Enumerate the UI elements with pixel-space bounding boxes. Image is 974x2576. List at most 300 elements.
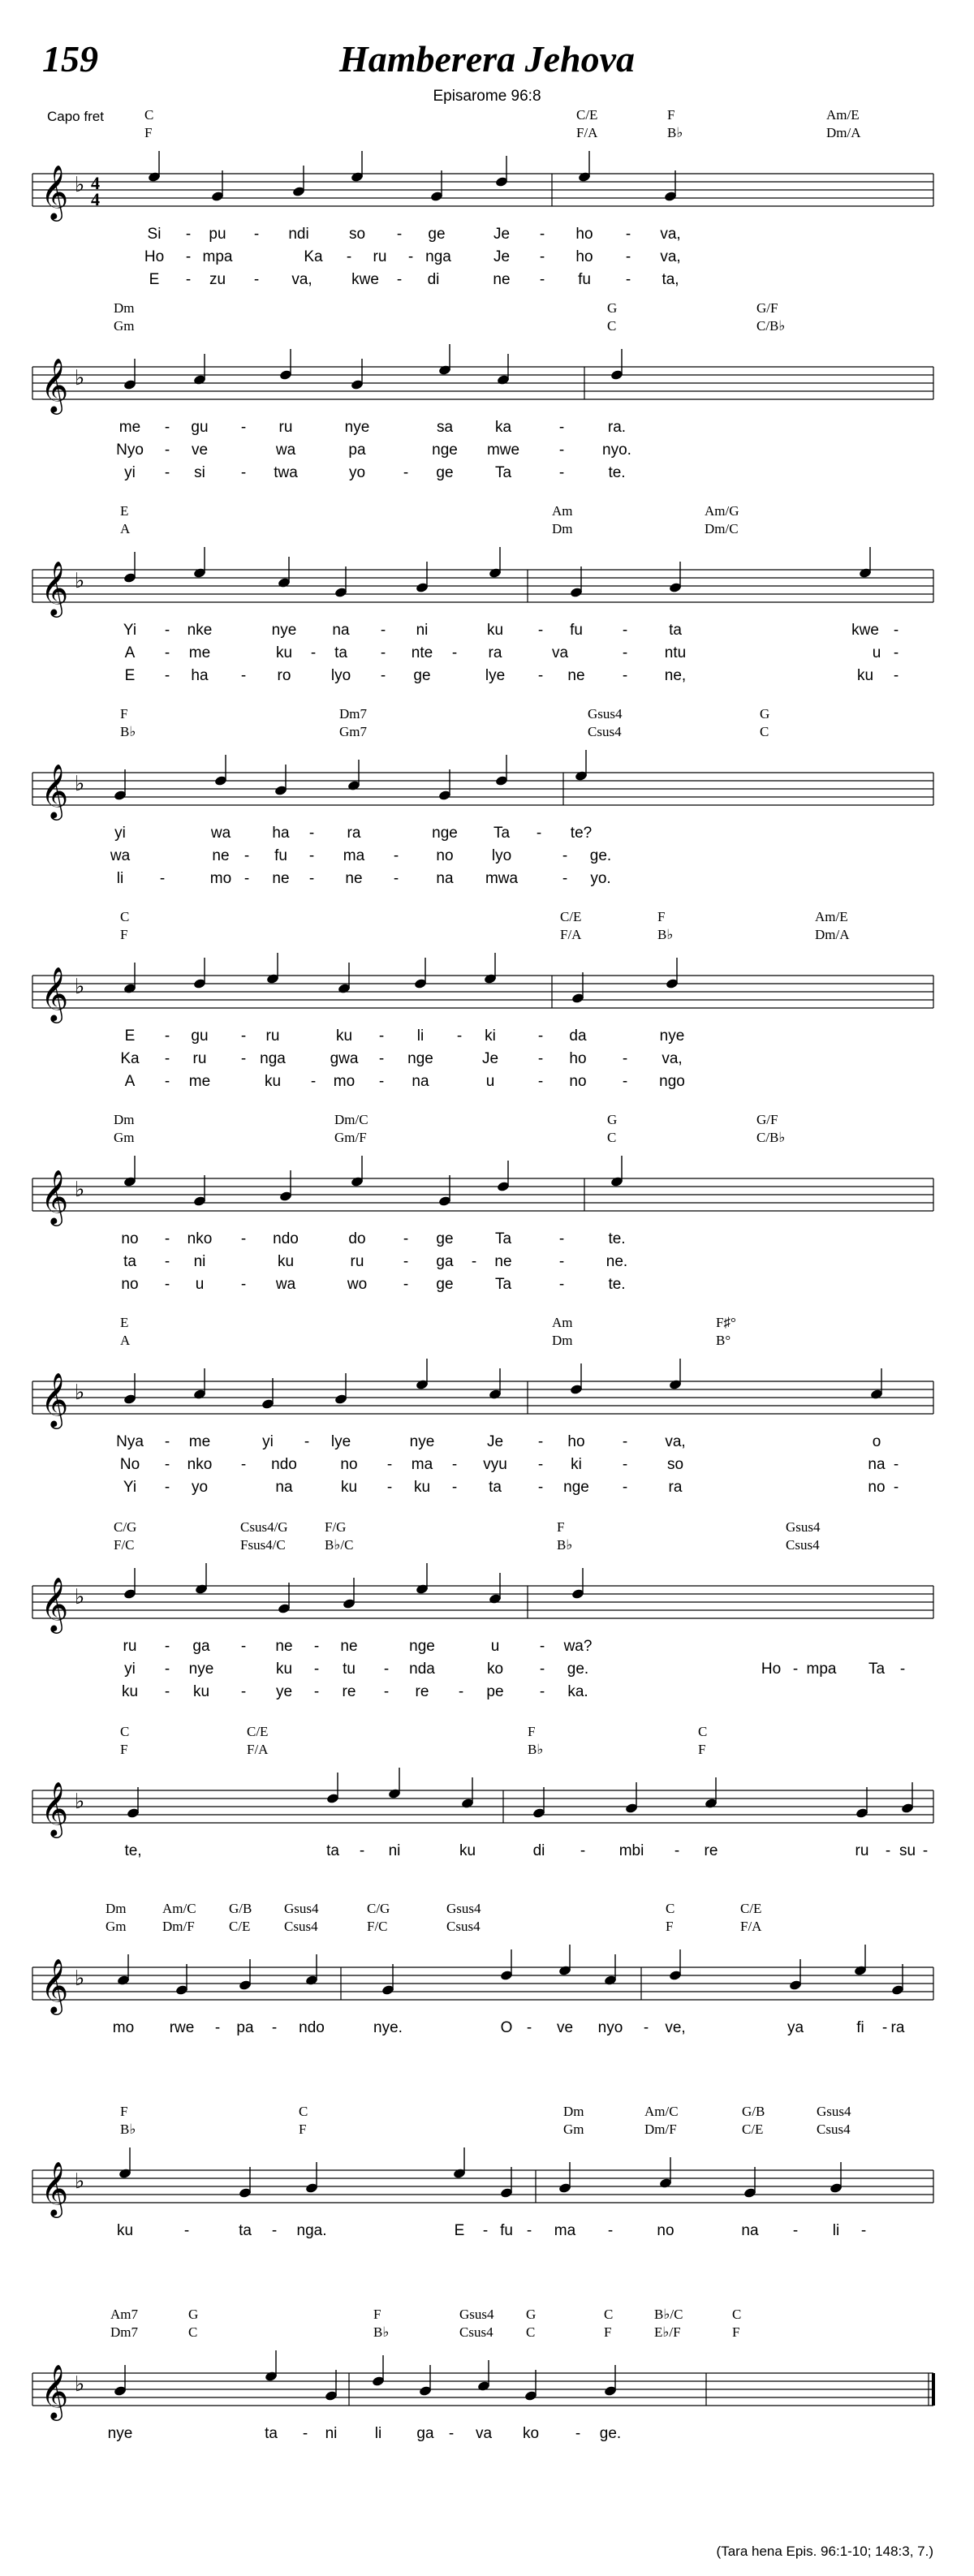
chord-symbol: G/B [229,1901,252,1916]
lyric-syllable: ra. [607,419,627,436]
syllable-hyphen: - [562,870,568,887]
lyric-syllable: ra [488,644,502,661]
syllable-hyphen: - [537,1456,544,1473]
lyric-syllable: ha [272,825,290,842]
lyric-syllable: na [412,1073,429,1090]
lyric-syllable: ndo [299,2019,325,2036]
lyric-syllable: E [124,1027,136,1045]
chord-symbol: Am [552,1315,573,1330]
syllable-hyphen: - [893,667,899,684]
lyric-syllable: twa [274,464,298,481]
lyric-syllable: ye [275,1683,293,1700]
syllable-hyphen: - [558,419,565,436]
chord-symbol: B♭ [120,724,136,739]
syllable-hyphen: - [526,2019,532,2036]
staff [0,756,974,870]
lyric-syllable: rwe [169,2019,195,2036]
lyric-syllable: ku [116,2222,134,2239]
chord-symbol: C/E [576,107,598,123]
lyric-syllable: ra [890,2019,905,2036]
syllable-hyphen: - [580,1842,586,1859]
syllable-hyphen: - [164,1230,170,1247]
lyric-syllable: mpa [806,1661,837,1678]
lyric-syllable: nge [409,1638,435,1655]
lyric-syllable: da [569,1027,587,1045]
lyric-syllable: yo [348,464,366,481]
syllable-hyphen: - [383,1661,390,1678]
lyric-syllable: nge [563,1479,589,1496]
lyric-syllable: kwe [351,271,379,288]
syllable-hyphen: - [164,1276,170,1293]
syllable-hyphen: - [558,1230,565,1247]
chord-symbol: C/E [740,1901,762,1916]
chord-symbol: B♭ [120,2122,136,2137]
syllable-hyphen: - [240,1456,247,1473]
syllable-hyphen: - [396,271,403,288]
lyric-syllable: li [116,870,124,887]
chord-symbol: F [120,1742,128,1757]
lyric-syllable: ne [340,1638,358,1655]
lyric-syllable: ta, [662,271,679,288]
syllable-hyphen: - [240,1027,247,1045]
lyric-syllable: E [124,667,136,684]
lyric-syllable: kwe [851,622,879,639]
syllable-hyphen: - [185,248,192,265]
syllable-hyphen: - [386,1479,393,1496]
lyric-syllable: ge [413,667,431,684]
lyric-syllable: ga [192,1638,210,1655]
syllable-hyphen: - [386,1456,393,1473]
lyric-syllable: ne [493,271,511,288]
lyric-syllable: ki [571,1456,582,1473]
lyric-syllable: ru [350,1253,364,1270]
chord-symbol: G [760,706,770,722]
chord-symbol: F [667,107,675,123]
lyric-syllable: ge [436,1230,454,1247]
syllable-hyphen: - [346,248,352,265]
lyric-syllable: ku [413,1479,431,1496]
lyric-syllable: ko [522,2425,540,2442]
lyric-syllable: ta [669,622,682,639]
flat-key-signature-icon: ♭ [75,569,85,593]
syllable-hyphen: - [240,1230,247,1247]
chord-symbol: Gm [114,1130,135,1145]
lyric-syllable: ka. [567,1683,588,1700]
chord-symbol: F [666,1919,674,1934]
syllable-hyphen: - [271,2222,278,2239]
lyric-syllable: na [275,1479,293,1496]
syllable-hyphen: - [575,2425,581,2442]
chord-symbol: Gsus4 [459,2307,494,2322]
lyric-syllable: ndo [273,1230,299,1247]
time-signature-icon: 4 [91,173,100,193]
syllable-hyphen: - [183,2222,190,2239]
syllable-hyphen: - [893,644,899,661]
lyric-syllable: mo [333,1073,356,1090]
chord-symbol: C [607,1130,617,1145]
lyric-syllable: ku [121,1683,139,1700]
lyric-syllable: te. [608,464,626,481]
lyric-syllable: wa? [563,1638,593,1655]
chord-symbol: C [698,1724,708,1739]
lyric-syllable: ni [416,622,429,639]
syllable-hyphen: - [893,622,899,639]
chord-symbol: G [526,2307,537,2322]
lyric-syllable: nye [271,622,297,639]
lyric-syllable: ni [325,2425,338,2442]
lyric-syllable: lye [485,667,506,684]
chord-symbol: C [732,2307,742,2322]
syllable-hyphen: - [622,644,628,661]
chord-symbol: Dm [114,1112,135,1127]
syllable-hyphen: - [380,622,386,639]
syllable-hyphen: - [448,2425,455,2442]
lyric-syllable: ne [494,1253,512,1270]
chord-symbol: C [188,2324,198,2340]
lyric-syllable: nye [107,2425,133,2442]
lyric-syllable: ra [668,1479,683,1496]
lyric-syllable: mo [112,2019,135,2036]
lyric-syllable: te? [570,825,593,842]
lyric-syllable: Je [486,1433,504,1450]
lyric-syllable: nyo. [602,442,631,459]
lyric-syllable: nge [432,442,458,459]
lyric-syllable: fi [856,2019,864,2036]
chord-symbol: G/F [756,1112,778,1127]
syllable-hyphen: - [625,271,631,288]
lyric-syllable: yi [114,825,126,842]
treble-clef-icon: 𝄞 [41,2160,69,2216]
lyric-syllable: nye [409,1433,435,1450]
syllable-hyphen: - [240,1683,247,1700]
syllable-hyphen: - [622,1456,628,1473]
syllable-hyphen: - [539,271,545,288]
lyric-syllable: ku [264,1073,282,1090]
lyric-syllable: pe [486,1683,504,1700]
chord-symbol: Dm/F [644,2122,677,2137]
song-number: 159 [42,38,98,80]
chord-symbol: C [120,1724,130,1739]
chord-symbol: B♭ [667,125,683,140]
lyric-syllable: ku [335,1027,353,1045]
treble-clef-icon: 𝄞 [41,164,69,219]
lyric-syllable: fu [578,271,591,288]
syllable-hyphen: - [537,1027,544,1045]
lyric-syllable: Ta [494,1276,512,1293]
syllable-hyphen: - [304,1433,310,1450]
lyric-syllable: mo [209,870,232,887]
chord-symbol: Am [552,503,573,519]
chord-symbol: Gm [114,318,135,334]
syllable-hyphen: - [537,1073,544,1090]
syllable-hyphen: - [308,847,315,864]
lyric-syllable: ha [191,667,209,684]
syllable-hyphen: - [407,248,414,265]
staff [0,1774,974,1888]
chord-symbol: Gm [106,1919,127,1934]
lyric-syllable: nko [187,1230,213,1247]
syllable-hyphen: - [244,870,250,887]
chord-symbol: Dm7 [339,706,367,722]
lyric-syllable: no [868,1479,886,1496]
lyric-syllable: re [415,1683,429,1700]
lyric-syllable: ho [575,248,593,265]
lyric-syllable: ve [191,442,209,459]
lyric-syllable: tu [343,1661,356,1678]
lyric-syllable: u [485,1073,495,1090]
capo-label: Capo fret [47,109,104,124]
chord-symbol: Dm/F [162,1919,195,1934]
syllable-hyphen: - [622,667,628,684]
chord-symbol: Csus4 [588,724,622,739]
lyric-syllable: ga [416,2425,434,2442]
syllable-hyphen: - [159,870,166,887]
lyric-syllable: mwa [485,870,519,887]
chord-symbol: F/A [247,1742,269,1757]
chord-symbol: C/E [742,2122,764,2137]
lyric-syllable: sa [436,419,454,436]
lyric-syllable: ra [347,825,361,842]
lyric-syllable: mwe [486,442,520,459]
lyric-syllable: nyo [597,2019,623,2036]
lyric-syllable: ne [275,1638,293,1655]
lyric-syllable: nga [260,1050,286,1067]
syllable-hyphen: - [164,464,170,481]
syllable-hyphen: - [537,1433,544,1450]
syllable-hyphen: - [537,622,544,639]
flat-key-signature-icon: ♭ [75,1178,85,1202]
syllable-hyphen: - [792,2222,799,2239]
lyric-syllable: ve, [665,2019,686,2036]
lyric-syllable: nye [659,1027,685,1045]
syllable-hyphen: - [458,1683,464,1700]
lyric-syllable: Si [147,226,162,243]
lyric-syllable: Ta [493,825,511,842]
flat-key-signature-icon: ♭ [75,366,85,390]
lyric-syllable: A [124,644,136,661]
chord-symbol: C/B♭ [756,1130,786,1145]
chord-symbol: C [144,107,154,123]
chord-symbol: Gm [563,2122,584,2137]
chord-symbol: F [557,1519,565,1535]
lyric-syllable: so [666,1456,684,1473]
lyric-syllable: ne [345,870,363,887]
scripture-reference: Episarome 96:8 [433,88,541,105]
staff [0,2357,974,2470]
lyric-syllable: no [436,847,454,864]
lyric-syllable: lyo [330,667,351,684]
chord-symbol: Fsus4/C [240,1537,286,1553]
lyric-syllable: pu [209,226,226,243]
lyric-syllable: ta [489,1479,502,1496]
chord-symbol: Gsus4 [446,1901,481,1916]
staff [0,554,974,667]
chord-symbol: Csus4 [459,2324,493,2340]
lyric-syllable: ge [428,226,446,243]
syllable-hyphen: - [396,226,403,243]
syllable-hyphen: - [240,1276,247,1293]
lyric-syllable: di [427,271,440,288]
chord-symbol: Dm [106,1901,127,1916]
chord-symbol: B♭ [557,1537,573,1553]
staff [0,1951,974,2065]
lyric-syllable: nda [409,1661,435,1678]
lyric-syllable: ku [340,1479,358,1496]
lyric-syllable: fu [570,622,583,639]
lyric-syllable: u [872,644,881,661]
chord-symbol: G/B [742,2104,765,2119]
chord-symbol: Gm/F [334,1130,367,1145]
lyric-syllable: va [551,644,569,661]
lyric-syllable: so [348,226,366,243]
lyric-syllable: si [194,464,205,481]
chord-symbol: A [120,1333,131,1348]
lyric-syllable: u [490,1638,500,1655]
lyric-syllable: yo [191,1479,209,1496]
lyric-syllable: ge. [599,2425,622,2442]
lyric-syllable: va [475,2425,493,2442]
treble-clef-icon: 𝄞 [41,560,69,615]
chord-symbol: A [120,521,131,536]
syllable-hyphen: - [451,1456,458,1473]
treble-clef-icon: 𝄞 [41,2363,69,2419]
syllable-hyphen: - [471,1253,477,1270]
lyric-syllable: ne, [664,667,687,684]
lyric-syllable: te. [608,1230,626,1247]
syllable-hyphen: - [526,2222,532,2239]
syllable-hyphen: - [380,644,386,661]
lyric-syllable: gu [191,1027,209,1045]
syllable-hyphen: - [482,2222,489,2239]
syllable-hyphen: - [164,622,170,639]
chord-symbol: F [657,909,666,924]
lyric-syllable: no [340,1456,358,1473]
lyric-syllable: ve [556,2019,574,2036]
chord-symbol: Am/C [162,1901,196,1916]
lyric-syllable: vyu [483,1456,507,1473]
treble-clef-icon: 𝄞 [41,966,69,1021]
lyric-syllable: ku [486,622,504,639]
lyric-syllable: va, [660,226,681,243]
syllable-hyphen: - [164,1661,170,1678]
chord-symbol: Dm7 [110,2324,138,2340]
lyric-syllable: ya [787,2019,804,2036]
chord-symbol: E [120,1315,129,1330]
treble-clef-icon: 𝄞 [41,763,69,818]
lyric-syllable: o [872,1433,881,1450]
chord-symbol: G [607,300,618,316]
syllable-hyphen: - [383,1683,390,1700]
syllable-hyphen: - [625,248,631,265]
lyric-syllable: ma [554,2222,576,2239]
syllable-hyphen: - [164,644,170,661]
chord-symbol: F [120,2104,128,2119]
syllable-hyphen: - [185,271,192,288]
lyric-syllable: ro [277,667,291,684]
chord-symbol: E [120,503,129,519]
chord-symbol: C [120,909,130,924]
syllable-hyphen: - [562,847,568,864]
lyric-syllable: ga [436,1253,454,1270]
lyric-syllable: nga. [296,2222,327,2239]
syllable-hyphen: - [164,1253,170,1270]
syllable-hyphen: - [539,226,545,243]
lyric-syllable: ngo [659,1073,685,1090]
syllable-hyphen: - [164,1433,170,1450]
lyric-syllable: nke [187,622,213,639]
lyric-syllable: fu [500,2222,513,2239]
footer-reference: (Tara hena Epis. 96:1-10; 148:3, 7.) [716,2544,933,2559]
chord-symbol: F [299,2122,307,2137]
time-signature-icon: 4 [91,189,100,209]
chord-symbol: Am/G [705,503,739,519]
lyric-syllable: E [149,271,160,288]
lyric-syllable: nga [425,248,451,265]
syllable-hyphen: - [271,2019,278,2036]
lyric-syllable: Ka [120,1050,140,1067]
syllable-hyphen: - [403,1253,409,1270]
chord-symbol: C/E [229,1919,251,1934]
lyric-syllable: E [454,2222,465,2239]
chord-symbol: Gsus4 [786,1519,821,1535]
lyric-syllable: li [374,2425,382,2442]
syllable-hyphen: - [860,2222,867,2239]
lyric-syllable: mpa [202,248,233,265]
syllable-hyphen: - [539,1683,545,1700]
chord-symbol: B♭ [657,927,674,942]
chord-symbol: C/G [114,1519,137,1535]
lyric-syllable: lyo [491,847,512,864]
lyric-syllable: na [741,2222,759,2239]
chord-symbol: C [526,2324,536,2340]
chord-symbol: Dm/C [334,1112,368,1127]
lyric-syllable: Nya [116,1433,144,1450]
lyric-syllable: Ka [304,248,323,265]
chord-symbol: Dm/A [815,927,850,942]
chord-symbol: B♭/C [654,2307,683,2322]
chord-symbol: B♭ [373,2324,390,2340]
treble-clef-icon: 𝄞 [41,1576,69,1631]
lyric-syllable: Yi [123,1479,137,1496]
chord-symbol: Gm7 [339,724,367,739]
syllable-hyphen: - [164,1050,170,1067]
syllable-hyphen: - [240,464,247,481]
chord-symbol: F [120,927,128,942]
chord-symbol: F/C [367,1919,388,1934]
syllable-hyphen: - [885,1842,891,1859]
syllable-hyphen: - [536,825,542,842]
flat-key-signature-icon: ♭ [75,1790,85,1814]
syllable-hyphen: - [380,667,386,684]
chord-symbol: F♯° [716,1315,736,1330]
lyric-syllable: li [832,2222,840,2239]
lyric-syllable: yi [124,1661,136,1678]
lyric-syllable: no [121,1230,139,1247]
syllable-hyphen: - [244,847,250,864]
chord-symbol: G [607,1112,618,1127]
lyric-syllable: ho [569,1050,587,1067]
lyric-syllable: ki [485,1027,496,1045]
chord-symbol: C [604,2307,614,2322]
syllable-hyphen: - [643,2019,649,2036]
syllable-hyphen: - [456,1027,463,1045]
lyric-syllable: pa [348,442,366,459]
lyric-syllable: ta [265,2425,278,2442]
syllable-hyphen: - [164,1073,170,1090]
lyric-syllable: ge. [589,847,612,864]
lyric-syllable: wa [275,442,296,459]
lyric-syllable: ge [436,1276,454,1293]
